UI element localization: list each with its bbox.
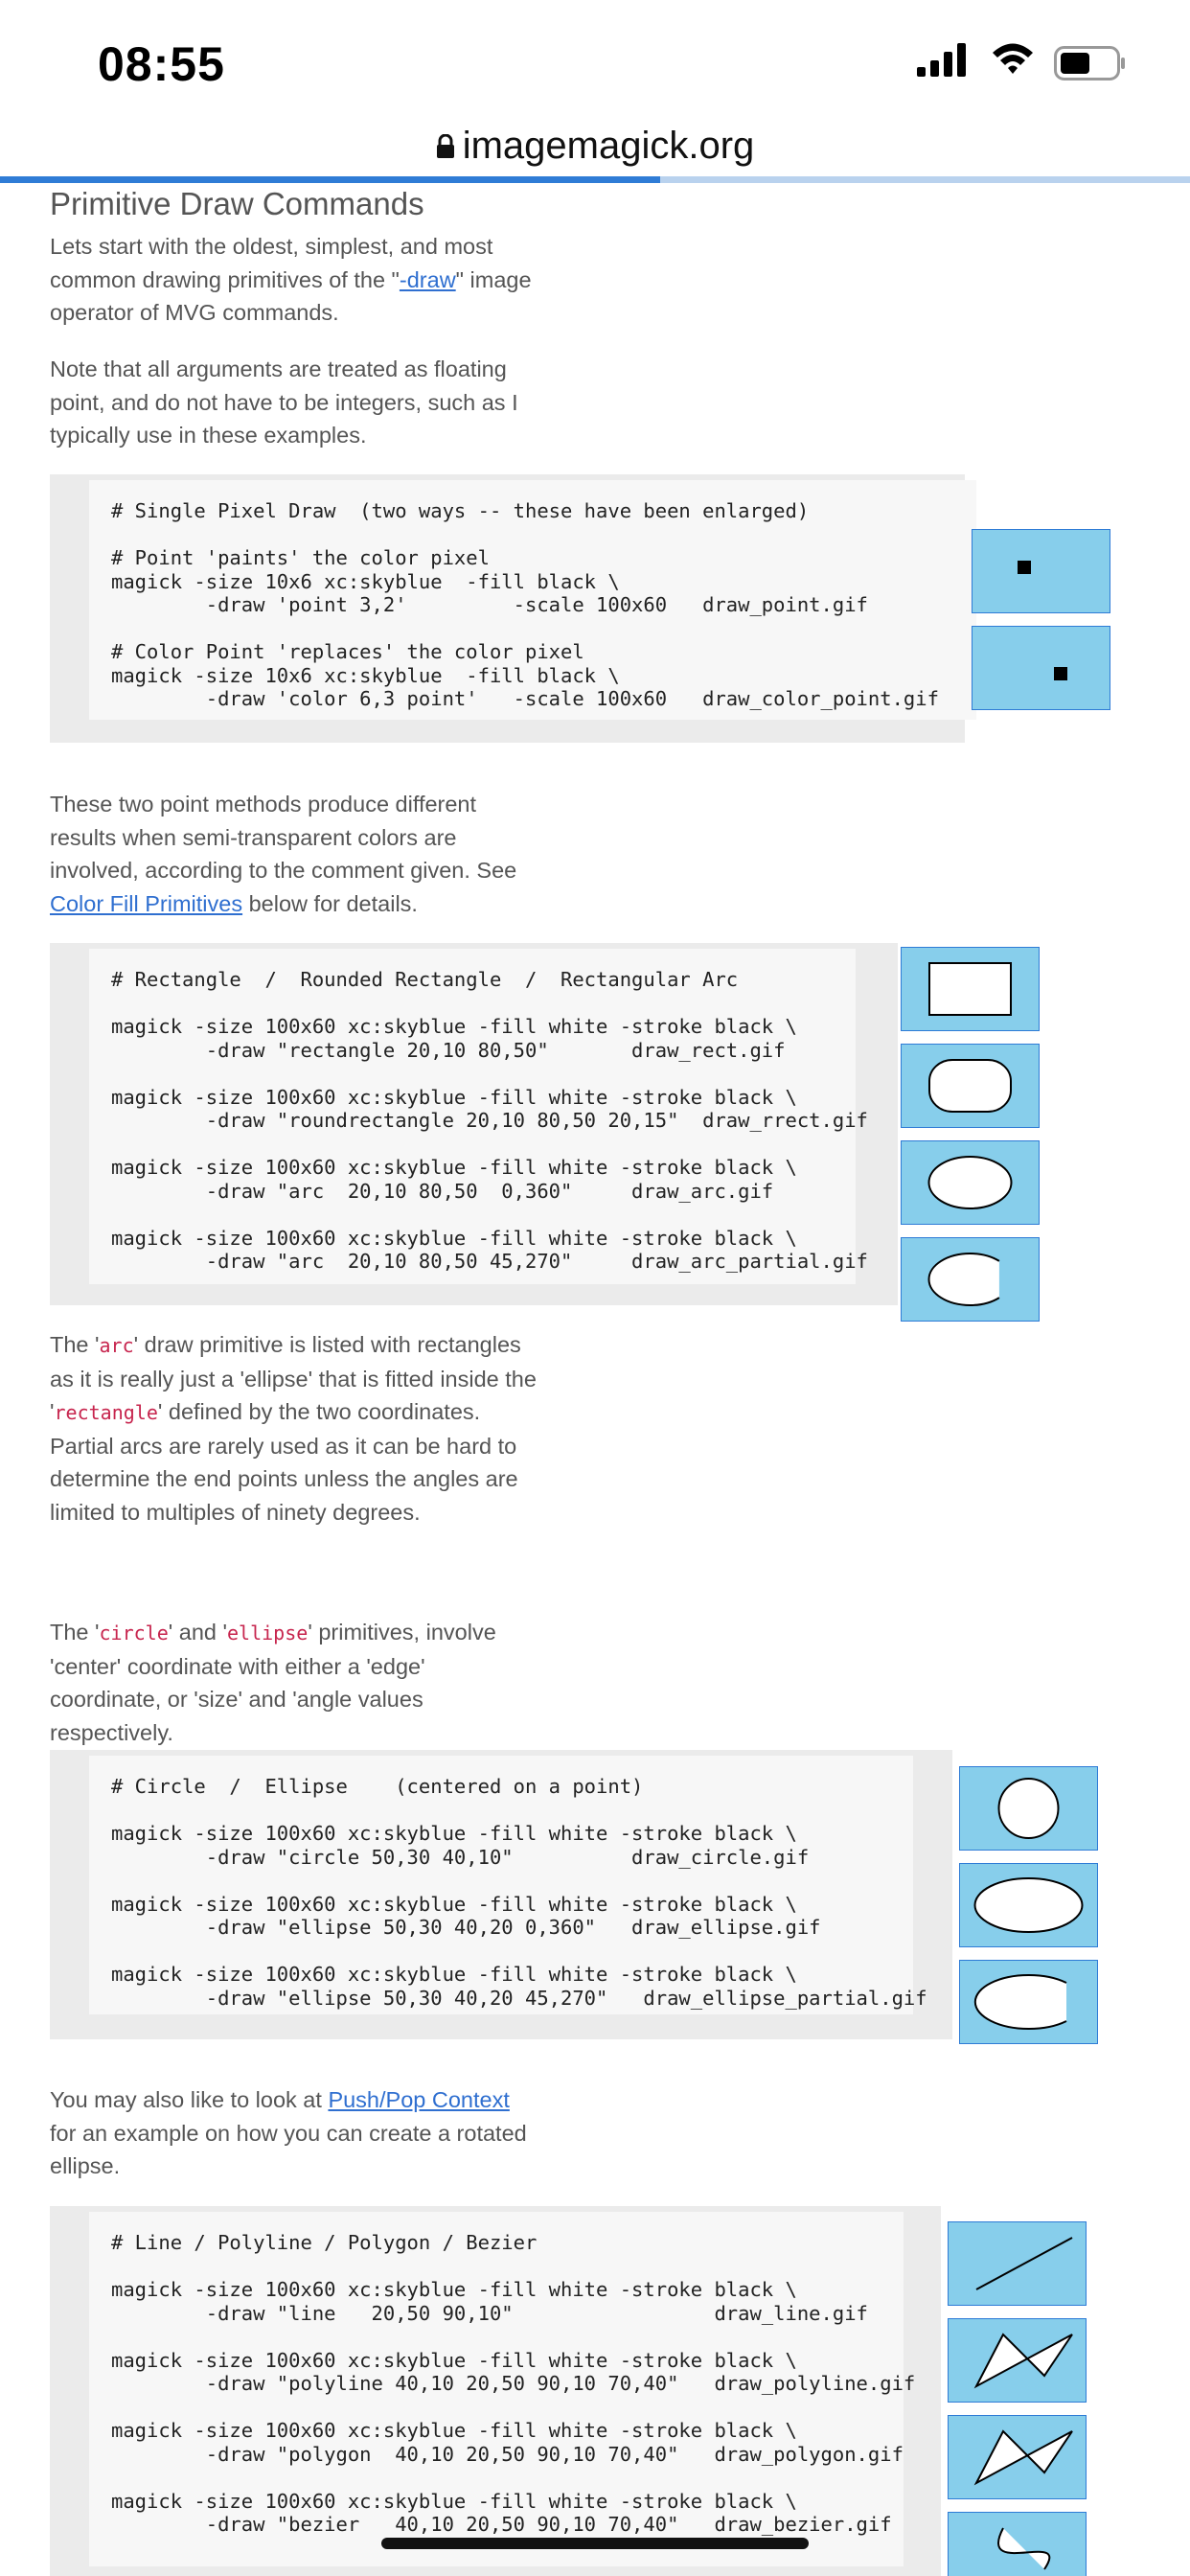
draw-arc-partial-image <box>901 1237 1040 1322</box>
arc-text-2: ' draw primitive is listed with rectangles as it is really just a 'ellipse' that is fitted inside the ' <box>50 1332 537 1424</box>
arc-text-1: The ' <box>50 1332 100 1357</box>
wifi-icon <box>990 40 1036 79</box>
points-text-2: below for details. <box>242 890 418 916</box>
status-time: 08:55 <box>98 37 225 91</box>
intro-text-2: " image operator of MVG commands. <box>50 266 532 325</box>
arc-paragraph <box>50 1328 538 1529</box>
draw-rect-image <box>901 947 1040 1031</box>
pushpop-text-1: You may also like to look at <box>50 2087 329 2112</box>
status-bar <box>0 0 1190 125</box>
code-block-line <box>50 2206 941 2576</box>
draw-ellipse-partial-image <box>959 1960 1098 2044</box>
rectangle-code-literal: rectangle <box>54 1401 158 1424</box>
draw-operator-link[interactable]: -draw <box>399 266 456 292</box>
draw-ellipse-image <box>959 1863 1098 1947</box>
draw-line-image <box>948 2221 1087 2306</box>
push-pop-context-link[interactable]: Push/Pop Context <box>328 2087 510 2112</box>
draw-bezier-image <box>948 2512 1087 2576</box>
code-text: # Single Pixel Draw (two ways -- these have been enlarged) # Point 'paints' the color pixel magick -size 10x6 xc:skyblue -fill black \ -draw 'point 3,2' -scale 100x60 draw_point.gif # Color Point 'replaces' the color pixel magick -size 10x6 xc:skyblue -fill black \ -draw 'color 6,3 point' -scale 100x60 draw_color_point.gif <box>111 499 939 710</box>
code-text: # Circle / Ellipse (centered on a point) magick -size 100x60 xc:skyblue -fill white -stroke black \ -draw "circle 50,30 40,10" draw_circle.gif magick -size 100x60 xc:skyblue -fill white -stroke black \ -draw "ellipse 50,30 40,20 0,360" draw_ellipse.gif magick -size 100x60 xc:skyblue -fill white -stroke black \ -draw "ellipse 50,30 40,20 45,270" draw_ellipse_partial.gif <box>111 1775 927 2010</box>
draw-color-point-image <box>972 626 1110 710</box>
cellular-signal-icon <box>915 40 969 79</box>
intro-paragraph <box>50 230 538 330</box>
code-block-point <box>50 474 965 743</box>
circle-text-3: ' primitives, involve 'center' coordinate with either a 'edge' coordinate, or 'size' and 'angle values respectively. <box>50 1620 496 1745</box>
pushpop-text-2: for an example on how you can create a rotated ellipse. <box>50 2120 527 2178</box>
page-load-progress-fill <box>0 176 660 183</box>
points-text-1: These two point methods produce different results when semi-transparent colors are involved, according to the comment given. See <box>50 792 517 883</box>
arc-code-literal: arc <box>99 1334 134 1357</box>
draw-rrect-image <box>901 1044 1040 1128</box>
arc-text-3: ' defined by the two coordinates. Partial arcs are rarely used as it can be hard to determine the end points unless the angles are limited to multiples of ninety degrees. <box>50 1399 518 1525</box>
code-text: # Rectangle / Rounded Rectangle / Rectangular Arc magick -size 100x60 xc:skyblue -fill white -stroke black \ -draw "rectangle 20,10 80,50" draw_rect.gif magick -size 100x60 xc:skyblue -fill white -stroke black \ -draw "roundrectangle 20,10 80,50 20,15" draw_rrect.gif magick -size 100x60 xc:skyblue -fill white -stroke black \ -draw "arc 20,10 80,50 0,360" draw_arc.gif magick -size 100x60 xc:skyblue -fill white -stroke black \ -draw "arc 20,10 80,50 45,270" draw_arc_partial.gif <box>111 968 868 1273</box>
circle-code-literal: circle <box>99 1622 169 1644</box>
page-load-progress <box>0 176 1190 183</box>
draw-circle-image <box>959 1766 1098 1851</box>
intro-text-1: Lets start with the oldest, simplest, and most common drawing primitives of the " <box>50 234 493 292</box>
color-fill-primitives-link[interactable]: Color Fill Primitives <box>50 890 243 916</box>
ellipse-code-literal: ellipse <box>227 1622 309 1644</box>
draw-polyline-image <box>948 2318 1087 2403</box>
draw-polygon-image <box>948 2415 1087 2499</box>
circle-text-2: ' and ' <box>168 1620 228 1644</box>
intro-paragraph-2: Note that all arguments are treated as floating point, and do not have to be integers, such as I typically use in these examples. <box>50 356 518 448</box>
url-text[interactable]: imagemagick.org <box>462 125 755 167</box>
page-title: Primitive Draw Commands <box>50 186 424 221</box>
circle-paragraph <box>50 1616 538 1749</box>
code-block-circle <box>50 1750 952 2039</box>
code-text: # Line / Polyline / Polygon / Bezier magick -size 100x60 xc:skyblue -fill white -stroke black \ -draw "line 20,50 90,10" draw_line.gif magick -size 100x60 xc:skyblue -fill white -stroke black \ -draw "polyline 40,10 20,50 90,10 70,40" draw_polyline.gif magick -size 100x60 xc:skyblue -fill white -stroke black \ -draw "polygon 40,10 20,50 90,10 70,40" draw_polygon.gif magick -size 100x60 xc:skyblue -fill white -stroke black \ -draw "bezier 40,10 20,50 90,10 70,40" draw_bezier.gif <box>111 2231 916 2536</box>
lock-icon <box>436 134 455 159</box>
home-indicator[interactable] <box>381 2538 809 2549</box>
circle-text-1: The ' <box>50 1620 100 1644</box>
draw-arc-image <box>901 1140 1040 1225</box>
address-bar[interactable] <box>0 113 1190 178</box>
draw-point-image <box>972 529 1110 613</box>
pushpop-paragraph <box>50 2083 538 2183</box>
code-block-rectangle <box>50 943 898 1305</box>
points-paragraph <box>50 788 538 920</box>
battery-icon <box>1054 46 1127 80</box>
